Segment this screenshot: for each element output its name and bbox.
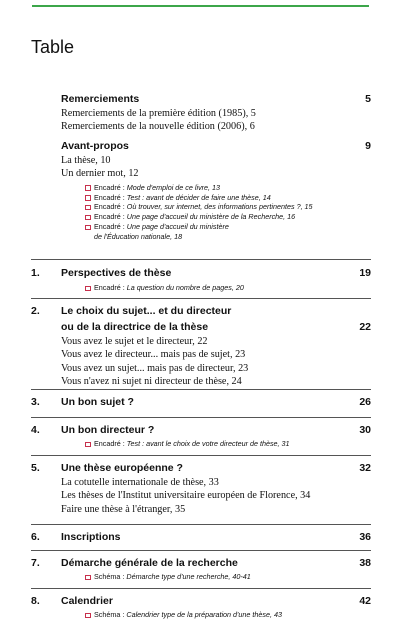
toc-section-5 xyxy=(31,460,371,526)
table-of-contents xyxy=(31,91,371,627)
toc-box-entry[interactable]: Schéma : Démarche type d'une recherche, 40-41 xyxy=(31,572,371,582)
section-title[interactable]: Avant-propos xyxy=(61,140,129,152)
square-bullet-icon xyxy=(85,215,91,221)
toc-section-2 xyxy=(31,303,371,390)
section-number: 2. xyxy=(31,305,40,317)
section-divider xyxy=(31,389,371,390)
box-text: Démarche type d'une recherche, 40-41 xyxy=(126,572,251,581)
section-page: 9 xyxy=(365,140,371,152)
square-bullet-icon xyxy=(85,613,91,619)
section-title[interactable]: Remerciements xyxy=(61,93,140,105)
toc-box-entry[interactable]: Encadré : Une page d'accueil du ministère de la Recherche, 16 xyxy=(31,212,371,222)
toc-subentry[interactable]: Remerciements de la première édition (1985), 5 xyxy=(61,108,256,119)
toc-box-entry[interactable]: Encadré : Une page d'accueil du ministère de l'Éducation nationale, 18 xyxy=(31,222,371,242)
toc-subentry[interactable]: Vous avez le sujet et le directeur, 22 xyxy=(61,336,208,347)
section-title[interactable]: Démarche générale de la recherche xyxy=(61,557,238,569)
section-divider xyxy=(31,455,371,456)
toc-subentry[interactable]: Faire une thèse à l'étranger, 35 xyxy=(61,503,186,515)
section-title[interactable]: Un bon sujet ? xyxy=(61,396,134,408)
box-type: Encadré xyxy=(94,202,121,212)
square-bullet-icon xyxy=(85,225,91,231)
box-type: Encadré xyxy=(94,439,121,448)
section-number: 1. xyxy=(31,267,40,279)
section-page: 22 xyxy=(359,321,371,333)
toc-section-remerciements xyxy=(31,91,371,138)
square-bullet-icon xyxy=(85,205,91,211)
section-page: 19 xyxy=(359,267,371,279)
box-text: Calendrier type de la préparation d'une thèse, 43 xyxy=(126,610,282,619)
top-accent-line xyxy=(32,5,369,7)
section-number: 8. xyxy=(31,595,40,607)
toc-section-4 xyxy=(31,422,371,456)
square-bullet-icon xyxy=(85,185,91,191)
square-bullet-icon xyxy=(85,442,91,448)
section-divider xyxy=(31,588,371,589)
box-type: Encadré xyxy=(94,222,121,232)
section-page: 26 xyxy=(359,396,371,408)
toc-box-entry[interactable]: Schéma : Calendrier type de la préparation d'une thèse, 43 xyxy=(31,610,371,620)
box-text: Où trouver, sur internet, des informations pertinentes ?, 15 xyxy=(126,202,313,212)
section-number: 7. xyxy=(31,557,40,569)
section-divider xyxy=(31,417,371,418)
section-divider xyxy=(31,524,371,525)
box-text-continued: de l'Éducation nationale, 18 xyxy=(94,232,183,242)
box-text: La question du nombre de pages, 20 xyxy=(126,283,244,292)
box-text: Une page d'accueil du ministère xyxy=(126,222,229,232)
section-page: 32 xyxy=(359,462,371,474)
box-type: Encadré xyxy=(94,283,121,292)
toc-subentry[interactable]: Un dernier mot, 12 xyxy=(61,168,139,180)
toc-box-entry[interactable]: Encadré : Mode d'emploi de ce livre, 13 xyxy=(31,183,371,193)
box-text: Mode d'emploi de ce livre, 13 xyxy=(126,182,221,192)
box-type: Schéma xyxy=(94,572,121,581)
toc-section-1 xyxy=(31,265,371,300)
toc-box-entry[interactable]: Encadré : Test : avant le choix de votre directeur de thèse, 31 xyxy=(31,439,371,449)
section-title[interactable]: Le choix du sujet... et du directeur xyxy=(61,305,232,317)
section-number: 5. xyxy=(31,462,40,474)
toc-subentry[interactable]: Vous n'avez ni sujet ni directeur de thèse, 24 xyxy=(61,375,242,387)
section-title[interactable]: Une thèse européenne ? xyxy=(61,462,183,474)
box-type: Encadré xyxy=(94,182,121,192)
toc-subentry[interactable]: La cotutelle internationale de thèse, 33 xyxy=(61,477,219,488)
section-page: 36 xyxy=(359,531,371,543)
toc-section-3 xyxy=(31,394,371,418)
box-type: Encadré xyxy=(94,192,121,202)
section-number: 6. xyxy=(31,531,40,543)
section-divider xyxy=(31,298,371,299)
toc-subentry[interactable]: Les thèses de l'Institut universitaire européen de Florence, 34 xyxy=(61,490,311,502)
section-title[interactable]: Un bon directeur ? xyxy=(61,424,155,436)
page-title: Table xyxy=(31,37,75,57)
box-text: Une page d'accueil du ministère de la Recherche, 16 xyxy=(126,212,296,222)
square-bullet-icon xyxy=(85,195,91,201)
toc-section-8 xyxy=(31,593,371,627)
toc-box-entry[interactable]: Encadré : Où trouver, sur internet, des informations pertinentes ?, 15 xyxy=(31,202,371,212)
box-type: Schéma xyxy=(94,610,121,619)
toc-section-6 xyxy=(31,529,371,551)
section-divider xyxy=(31,259,371,260)
section-page: 5 xyxy=(365,93,371,105)
section-title[interactable]: Perspectives de thèse xyxy=(61,267,172,279)
square-bullet-icon xyxy=(85,575,91,581)
box-text: Test : avant de décider de faire une thèse, 14 xyxy=(126,192,271,202)
section-divider xyxy=(31,550,371,551)
toc-section-7 xyxy=(31,555,371,589)
toc-section-avant-propos xyxy=(31,138,371,262)
section-number: 3. xyxy=(31,396,40,408)
toc-subentry[interactable]: Vous avez le directeur... mais pas de sujet, 23 xyxy=(61,349,246,361)
box-type: Encadré xyxy=(94,212,121,222)
toc-box-entry[interactable]: Encadré : La question du nombre de pages, 20 xyxy=(31,283,371,293)
toc-subentry[interactable]: Remerciements de la nouvelle édition (2006), 6 xyxy=(61,121,255,133)
section-page: 38 xyxy=(359,557,371,569)
section-page: 30 xyxy=(359,424,371,436)
toc-subentry[interactable]: Vous avez un sujet... mais pas de directeur, 23 xyxy=(61,362,249,374)
section-title[interactable]: Calendrier xyxy=(61,595,113,607)
box-text: Test : avant le choix de votre directeur de thèse, 31 xyxy=(126,439,290,448)
toc-subentry[interactable]: La thèse, 10 xyxy=(61,155,111,166)
section-title[interactable]: Inscriptions xyxy=(61,531,121,543)
section-number: 4. xyxy=(31,424,40,436)
section-title-continued[interactable]: ou de la directrice de la thèse xyxy=(61,321,209,333)
toc-box-entry[interactable]: Encadré : Test : avant de décider de faire une thèse, 14 xyxy=(31,193,371,203)
square-bullet-icon xyxy=(85,286,91,292)
section-page: 42 xyxy=(359,595,371,607)
